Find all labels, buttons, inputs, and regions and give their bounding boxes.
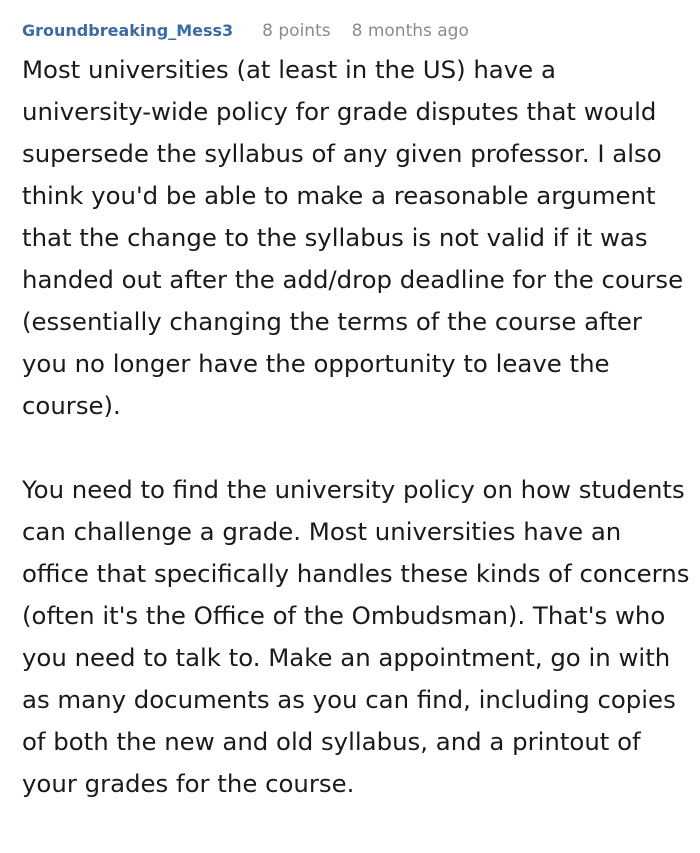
comment-body xyxy=(22,49,692,805)
comment-paragraph-1: Most universities (at least in the US) have a university-wide policy for grade disputes that would supersede the syllabus of any given professor. I also think you'd be able to make a reasonable argument that the change to the syllabus is not valid if it was handed out after the add/drop deadline for the course (essentially changing the terms of the course after you no longer have the opportunity to leave the course). xyxy=(22,55,684,420)
timestamp: 8 months ago xyxy=(351,21,469,41)
username-link[interactable]: Groundbreaking_Mess3 xyxy=(22,21,234,40)
points-count: 8 points xyxy=(262,21,331,41)
comment-meta xyxy=(22,19,692,43)
comment xyxy=(22,0,692,805)
comment-paragraph-2: You need to find the university policy on how students can challenge a grade. Most universities have an office that specifically handles these kinds of concerns (often it's the Office of the Ombudsman). That's who you need to talk to. Make an appointment, go in with as many documents as you can find, including copies of both the new and old syllabus, and a printout of your grades for the course. xyxy=(22,475,690,798)
